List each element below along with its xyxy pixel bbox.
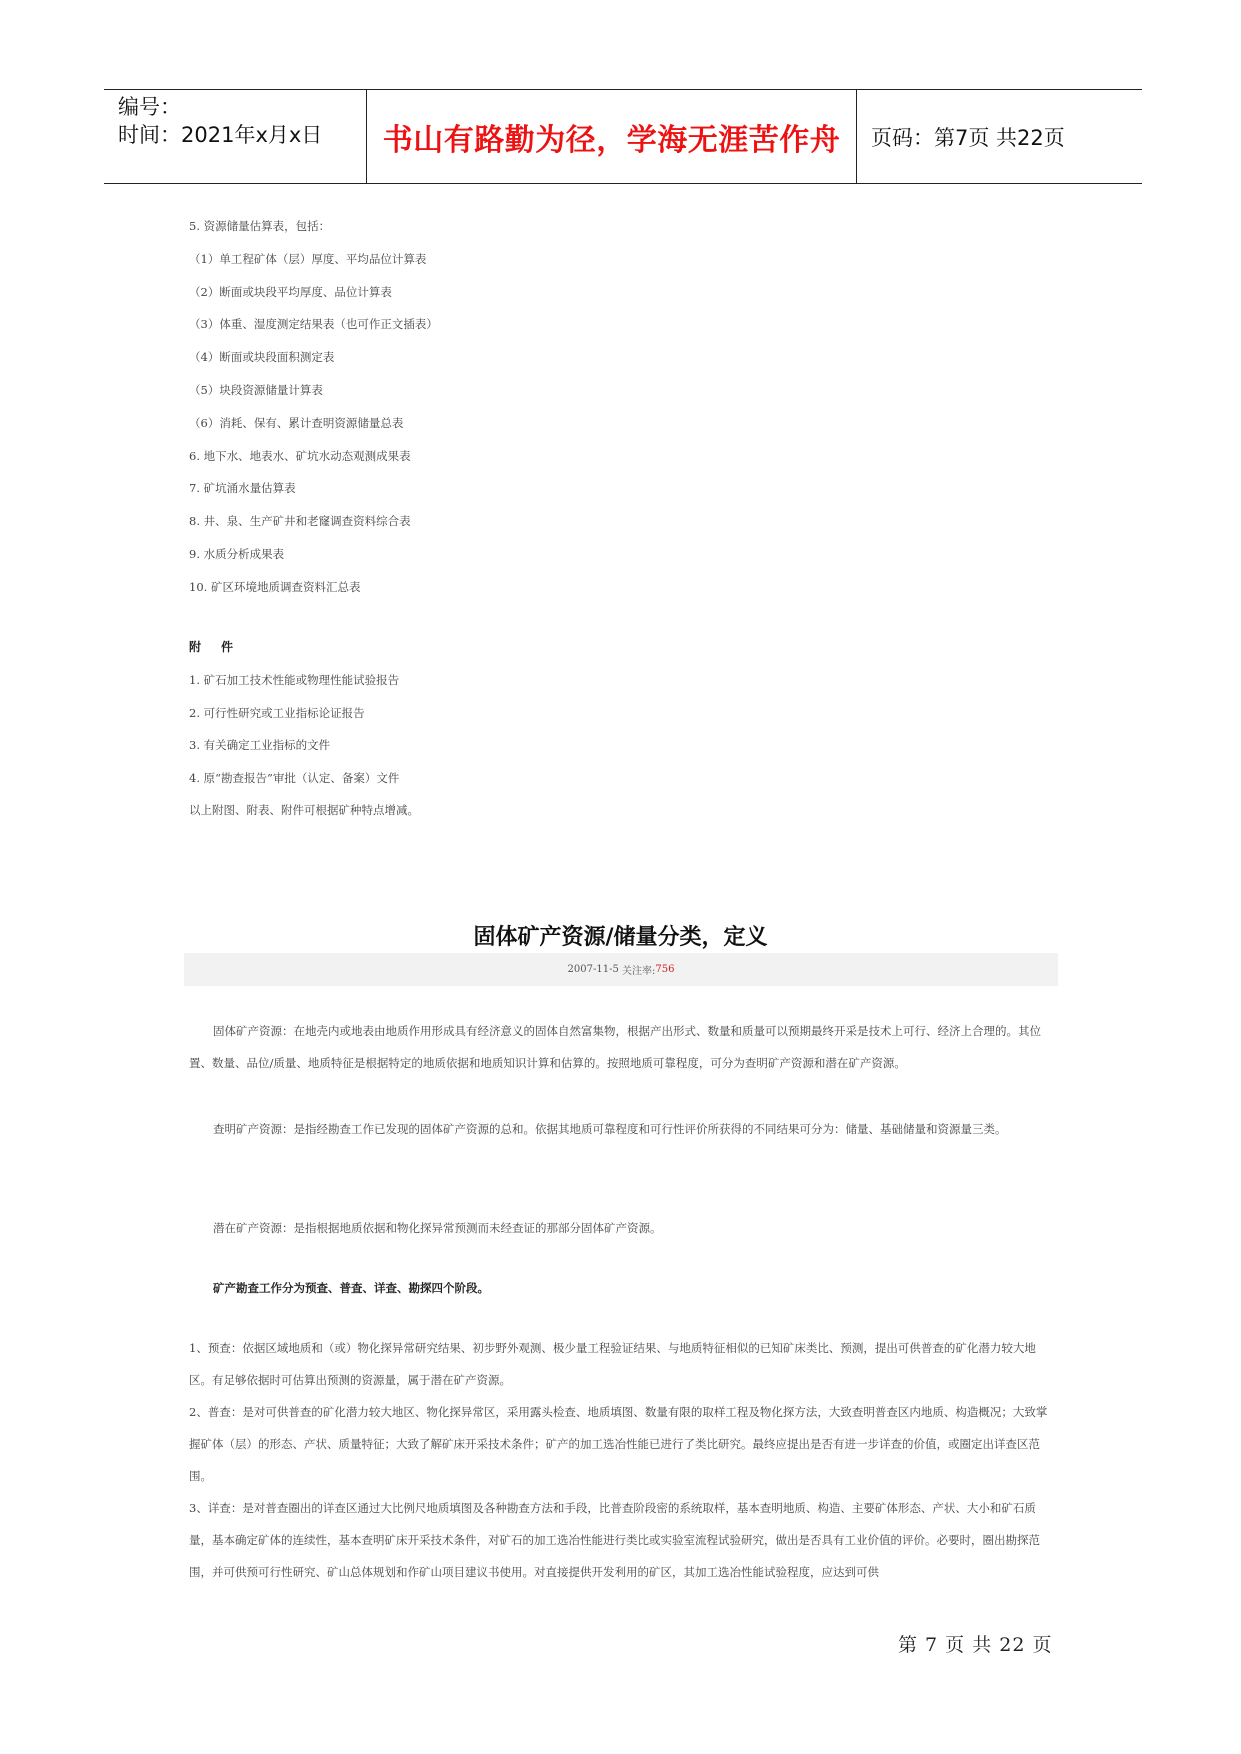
article-title: 固体矿产资源/储量分类，定义 bbox=[473, 925, 768, 950]
page-footer: 第 7 页 共 22 页 bbox=[898, 1634, 1053, 1656]
list-item: 5. 资源储量估算表，包括： bbox=[189, 219, 331, 233]
page-header bbox=[104, 89, 1142, 184]
list-item: 6. 地下水、地表水、矿坑水动态观测成果表 bbox=[189, 448, 411, 463]
article-views-label: 关注率: bbox=[622, 966, 656, 977]
list-item: （3）体重、湿度测定结果表（也可作正文插表） bbox=[189, 317, 438, 332]
stage-text: ：是对可供普查的矿化潜力较大地区、物化探异常区，采用露头检查、地质填图、数量有限的取样工程及物化探方法，大致查明普查区内地质、构造概况；大致掌握矿体（层）的形态、产状、质量特征；大致了解矿床开采技术条件；矿产的加工选冶性能已进行了类比研究。最终应提出是否有进一步详查的价值，或圈定出详查区范围。 bbox=[189, 1405, 1048, 1483]
list-item: 3. 有关确定工业指标的文件 bbox=[189, 738, 331, 752]
header-page-code: 页码：第7页 共22页 bbox=[871, 125, 1065, 150]
document-time-label: 时间：2021年x月x日 bbox=[118, 123, 323, 147]
appendix-tables-list bbox=[189, 216, 438, 610]
list-item: 以上附图、附表、附件可根据矿种特点增减。 bbox=[189, 803, 419, 817]
stage-text: ：依据区域地质和（或）物化探异常研究结果、初步野外观测、极少量工程验证结果、与地质特征相似的已知矿床类比、预测，提出可供普查的矿化潜力较大地区。有足够依据时可估算出预测的资源量，属于潜在矿产资源。 bbox=[189, 1341, 1036, 1387]
stage-label: 1、预查 bbox=[189, 1341, 231, 1355]
list-item: 10. 矿区环境地质调查资料汇总表 bbox=[189, 579, 361, 594]
stage-general-survey bbox=[189, 1396, 1055, 1492]
list-item: （2）断面或块段平均厚度、品位计算表 bbox=[189, 284, 392, 299]
list-item: （6）消耗、保有、累计查明资源储量总表 bbox=[189, 415, 404, 430]
list-item: （5）块段资源储量计算表 bbox=[189, 382, 323, 397]
stage-prospecting bbox=[189, 1332, 1055, 1396]
article-date: 2007-11-5 bbox=[567, 964, 619, 975]
stage-text: ：是对普查圈出的详查区通过大比例尺地质填图及各种勘查方法和手段，比普查阶段密的系统取样，基本查明地质、构造、主要矿体形态、产状、大小和矿石质量，基本确定矿体的连续性，基本查明矿床开采技术条件，对矿石的加工选冶性能进行类比或实验室流程试验研究，做出是否具有工业价值的评价。必要时，圈出勘探范围，并可供预可行性研究、矿山总体规划和作矿山项目建议书使用。对直接提供开发利用的矿区，其加工选冶性能试验程度，应达到可供 bbox=[189, 1501, 1040, 1579]
stages-heading: 矿产勘查工作分为预查、普查、详查、勘探四个阶段。 bbox=[213, 1281, 489, 1295]
document-number-label: 编号： bbox=[118, 95, 181, 119]
article-meta-bar bbox=[184, 953, 1058, 986]
list-item: （1）单工程矿体（层）厚度、平均品位计算表 bbox=[189, 251, 427, 266]
paragraph-solid-mineral-resources: 固体矿产资源：在地壳内或地表由地质作用形成具有经济意义的固体自然富集物，根据产出形式、数量和质量可以预期最终开采是技术上可行、经济上合理的。其位置、数量、品位/质量、地质特征是根据特定的地质依据和地质知识计算和估算的。按照地质可靠程度，可分为查明矿产资源和潜在矿产资源。 bbox=[189, 1024, 1041, 1070]
list-item: 9. 水质分析成果表 bbox=[189, 546, 285, 561]
header-motto: 书山有路勤为径，学海无涯苦作舟 bbox=[367, 90, 857, 183]
list-item: 4. 原“勘查报告”审批（认定、备案）文件 bbox=[189, 770, 400, 785]
list-item: 8. 井、泉、生产矿井和老窿调查资料综合表 bbox=[189, 514, 411, 529]
article-views-count: 756 bbox=[655, 964, 675, 975]
attachments-list bbox=[189, 670, 419, 833]
attachments-heading: 附件 bbox=[189, 640, 254, 654]
stage-label: 2、普查 bbox=[189, 1405, 231, 1419]
stage-label: 3、详查 bbox=[189, 1501, 231, 1515]
paragraph-identified-resources: 查明矿产资源：是指经勘查工作已发现的固体矿产资源的总和。依据其地质可靠程度和可行性评价所获得的不同结果可分为：储量、基础储量和资源量三类。 bbox=[213, 1122, 1007, 1136]
list-item: （4）断面或块段面积测定表 bbox=[189, 350, 335, 365]
stage-detailed-survey bbox=[189, 1492, 1055, 1588]
paragraph-potential-resources: 潜在矿产资源：是指根据地质依据和物化探异常预测而未经查证的那部分固体矿产资源。 bbox=[213, 1221, 662, 1235]
header-meta bbox=[104, 90, 367, 183]
list-item: 1. 矿石加工技术性能或物理性能试验报告 bbox=[189, 673, 400, 687]
list-item: 2. 可行性研究或工业指标论证报告 bbox=[189, 705, 365, 720]
list-item: 7. 矿坑涌水量估算表 bbox=[189, 481, 296, 496]
